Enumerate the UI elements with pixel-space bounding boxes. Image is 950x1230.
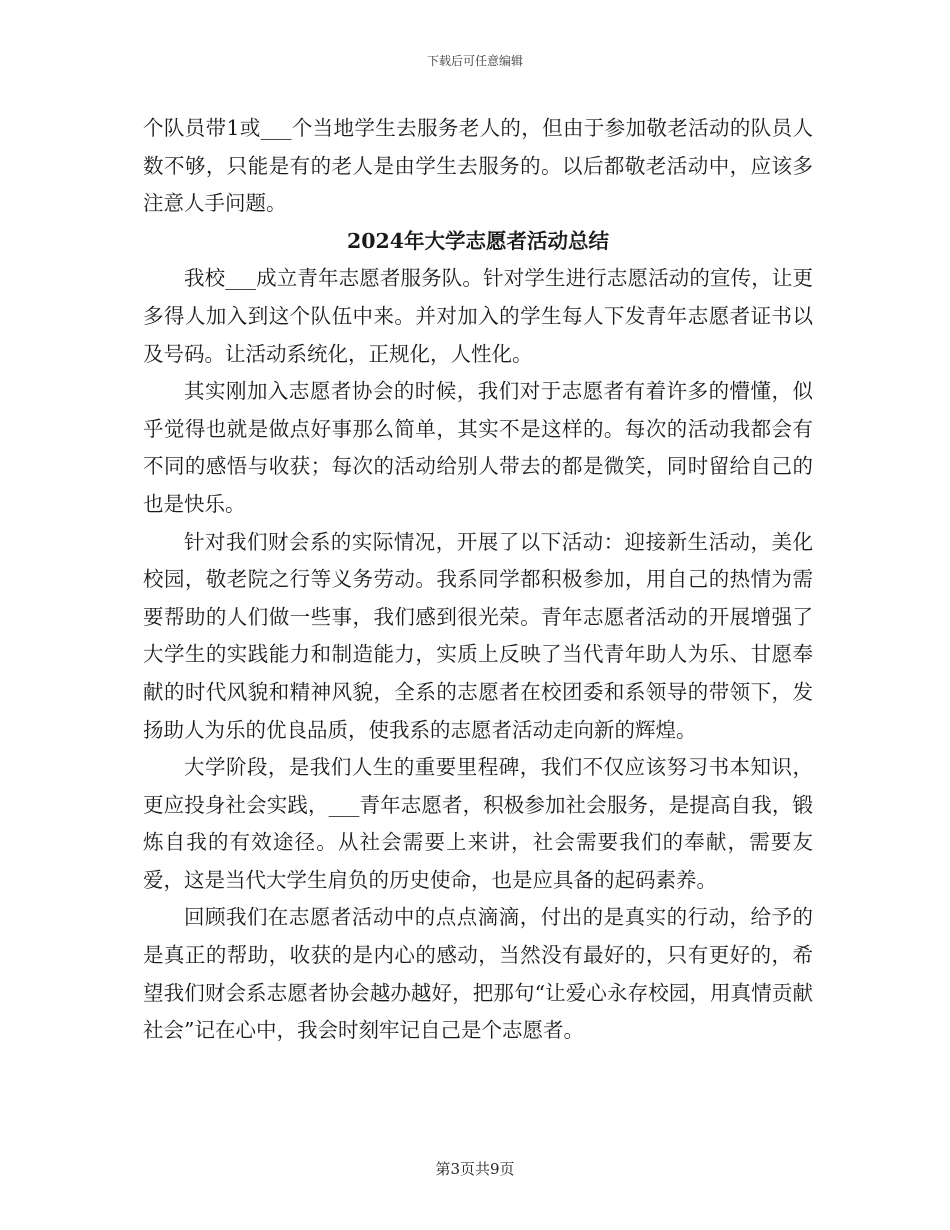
body-paragraph-3: 针对我们财会系的实际情况，开展了以下活动：迎接新生活动，美化校园，敬老院之行等义务劳动。我系同学都积极参加，用自己的热情为需要帮助的人们做一些事，我们感到很光荣。青年志愿者活动的开展增强了大学生的实践能力和制造能力，实质上反映了当代青年助人为乐、甘愿奉献的时代风貌和精神风貌，全系的志愿者在校团委和系领导的带领下，发扬助人为乐的优良品质，使我系的志愿者活动走向新的辉煌。 <box>143 529 813 742</box>
document-body <box>143 110 813 1050</box>
body-paragraph-2: 其实刚加入志愿者协会的时候，我们对于志愿者有着许多的懵懂，似乎觉得也就是做点好事那么简单，其实不是这样的。每次的活动我都会有不同的感悟与收获；每次的活动给别人带去的都是微笑，同时留给自己的也是快乐。 <box>143 379 813 516</box>
body-paragraph-1: 我校___成立青年志愿者服务队。针对学生进行志愿活动的宣传，让更多得人加入到这个队伍中来。并对加入的学生每人下发青年志愿者证书以及号码。让活动系统化，正规化，人性化。 <box>143 266 813 366</box>
body-paragraph-5: 回顾我们在志愿者活动中的点点滴滴，付出的是真实的行动，给予的是真正的帮助，收获的是内心的感动，当然没有最好的，只有更好的，希望我们财会系志愿者协会越办越好，把那句“让爱心永存校园，用真情贡献社会”记在心中，我会时刻牢记自己是个志愿者。 <box>143 905 813 1043</box>
page-header: 下载后可任意编辑 <box>426 54 523 68</box>
body-paragraph-4: 大学阶段，是我们人生的重要里程碑，我们不仅应该努习书本知识，更应投身社会实践，___青年志愿者，积极参加社会服务，是提高自我，锻炼自我的有效途径。从社会需要上来讲，社会需要我们的奉献，需要友爱，这是当代大学生肩负的历史使命，也是应具备的起码素养。 <box>143 755 813 892</box>
document-title: 2024年大学志愿者活动总结 <box>346 228 610 253</box>
page-footer: 第3页共9页 <box>435 1160 515 1178</box>
continuation-paragraph: 个队员带1或___个当地学生去服务老人的，但由于参加敬老活动的队员人数不够，只能是有的老人是由学生去服务的。以后都敬老活动中，应该多注意人手问题。 <box>143 116 813 216</box>
